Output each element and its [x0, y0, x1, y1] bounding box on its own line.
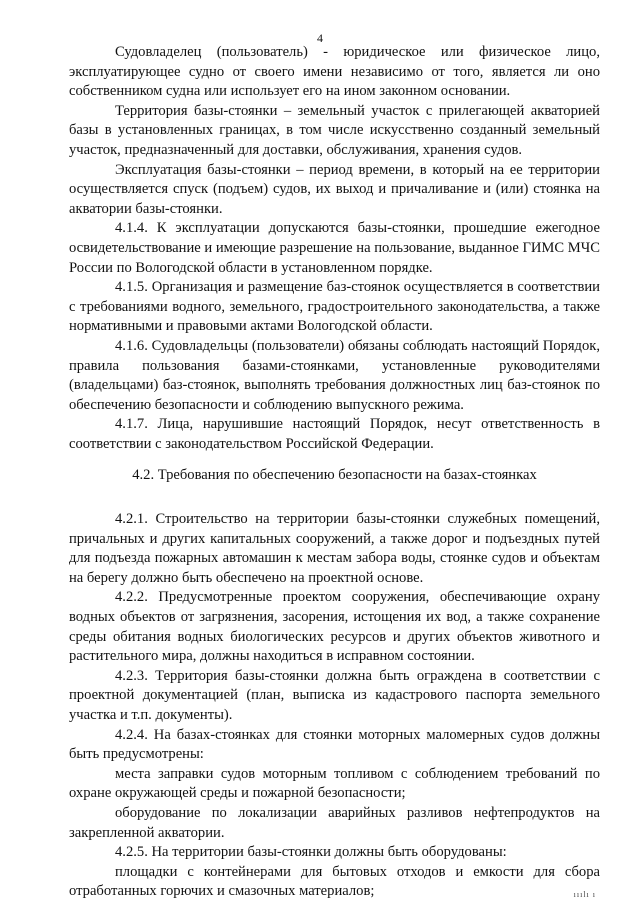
paragraph-4-1-6: 4.1.6. Судовладельцы (пользователи) обязаны соблюдать настоящий Порядок, правила пользования базами-стоянками, установленные руководителями (владельцами) баз-стоянок, выполнять требования должностных лиц баз-стоянок по обеспечению безопасности и соблюдению выпускного режима. — [69, 337, 600, 413]
paragraph-fuel-stations: места заправки судов моторным топливом с соблюдением требований по охране окружающей среды и пожарной безопасности; — [69, 765, 600, 802]
paragraph-4-2-5: 4.2.5. На территории базы-стоянки должны быть оборудованы: — [115, 844, 507, 861]
page-number: 4 — [317, 31, 323, 45]
paragraph-4-1-4: 4.1.4. К эксплуатации допускаются базы-стоянки, прошедшие ежегодное освидетельствование и имеющие разрешение на пользование, выданное ГИМС МЧС России по Вологодской области в установленном порядке. — [69, 220, 600, 276]
paragraph-4-1-7: 4.1.7. Лица, нарушившие настоящий Порядок, несут ответственность в соответствии с законодательством Российской Федерации. — [69, 416, 600, 452]
document-body — [69, 43, 600, 902]
paragraph-definition-operation: Эксплуатация базы-стоянки – период времени, в который на ее территории осуществляется спуск (подъем) судов, их выход и причаливание и (или) стоянка на акватории базы-стоянки. — [69, 161, 600, 217]
section-heading: 4.2. Требования по обеспечению безопасности на базах-стоянках — [132, 467, 537, 484]
paragraph-waste-sites: площадки с контейнерами для бытовых отходов и емкости для сбора отработанных горючих и смазочных материалов; — [69, 863, 600, 900]
paragraph-4-2-4: 4.2.4. На базах-стоянках для стоянки моторных маломерных судов должны быть предусмотрены: — [69, 726, 600, 763]
paragraph-4-2-1: 4.2.1. Строительство на территории базы-стоянки служебных помещений, причальных и других капитальных сооружений, а также дорог и подъездных путей для подъезда пожарных автомашин к местам забора воды, стоянке судов и объектам на берегу должно быть обеспечено на проектной основе. — [69, 511, 600, 586]
paragraph-4-1-5: 4.1.5. Организация и размещение баз-стоянок осуществляется в соответствии с требованиями водного, земельного, градостроительного законодательства, а также нормативными и правовыми актами Вологодской области. — [69, 279, 600, 335]
paragraph-definition-owner: Судовладелец (пользователь) - юридическое или физическое лицо, эксплуатирующее судно от своего имени независимо от того, является ли оно собственником судна или использует его на ином законном основании. — [69, 44, 600, 100]
paragraph-definition-territory: Территория базы-стоянки – земельный участок с прилегающей акваторией базы в установленных границах, в том числе искусственно созданный земельный участок, предназначенный для доставки, обслуживания, хранения судов. — [69, 102, 600, 158]
paragraph-4-2-3: 4.2.3. Территория базы-стоянки должна быть ограждена в соответствии с проектной документацией (план, выписка из кадастрового паспорта земельного участка и т.п. документы). — [69, 667, 600, 723]
scan-marks: ııılı ı — [573, 890, 596, 899]
paragraph-4-2-2: 4.2.2. Предусмотренные проектом сооружения, обеспечивающие охрану водных объектов от загрязнения, засорения, истощения их вод, а также сохранение среды обитания водных биологических ресурсов и других объектов животного и растительного мира, должны находиться в исправном состоянии. — [69, 589, 600, 665]
paragraph-spill-equipment: оборудование по локализации аварийных разливов нефтепродуктов на закрепленной акватории. — [69, 804, 600, 841]
